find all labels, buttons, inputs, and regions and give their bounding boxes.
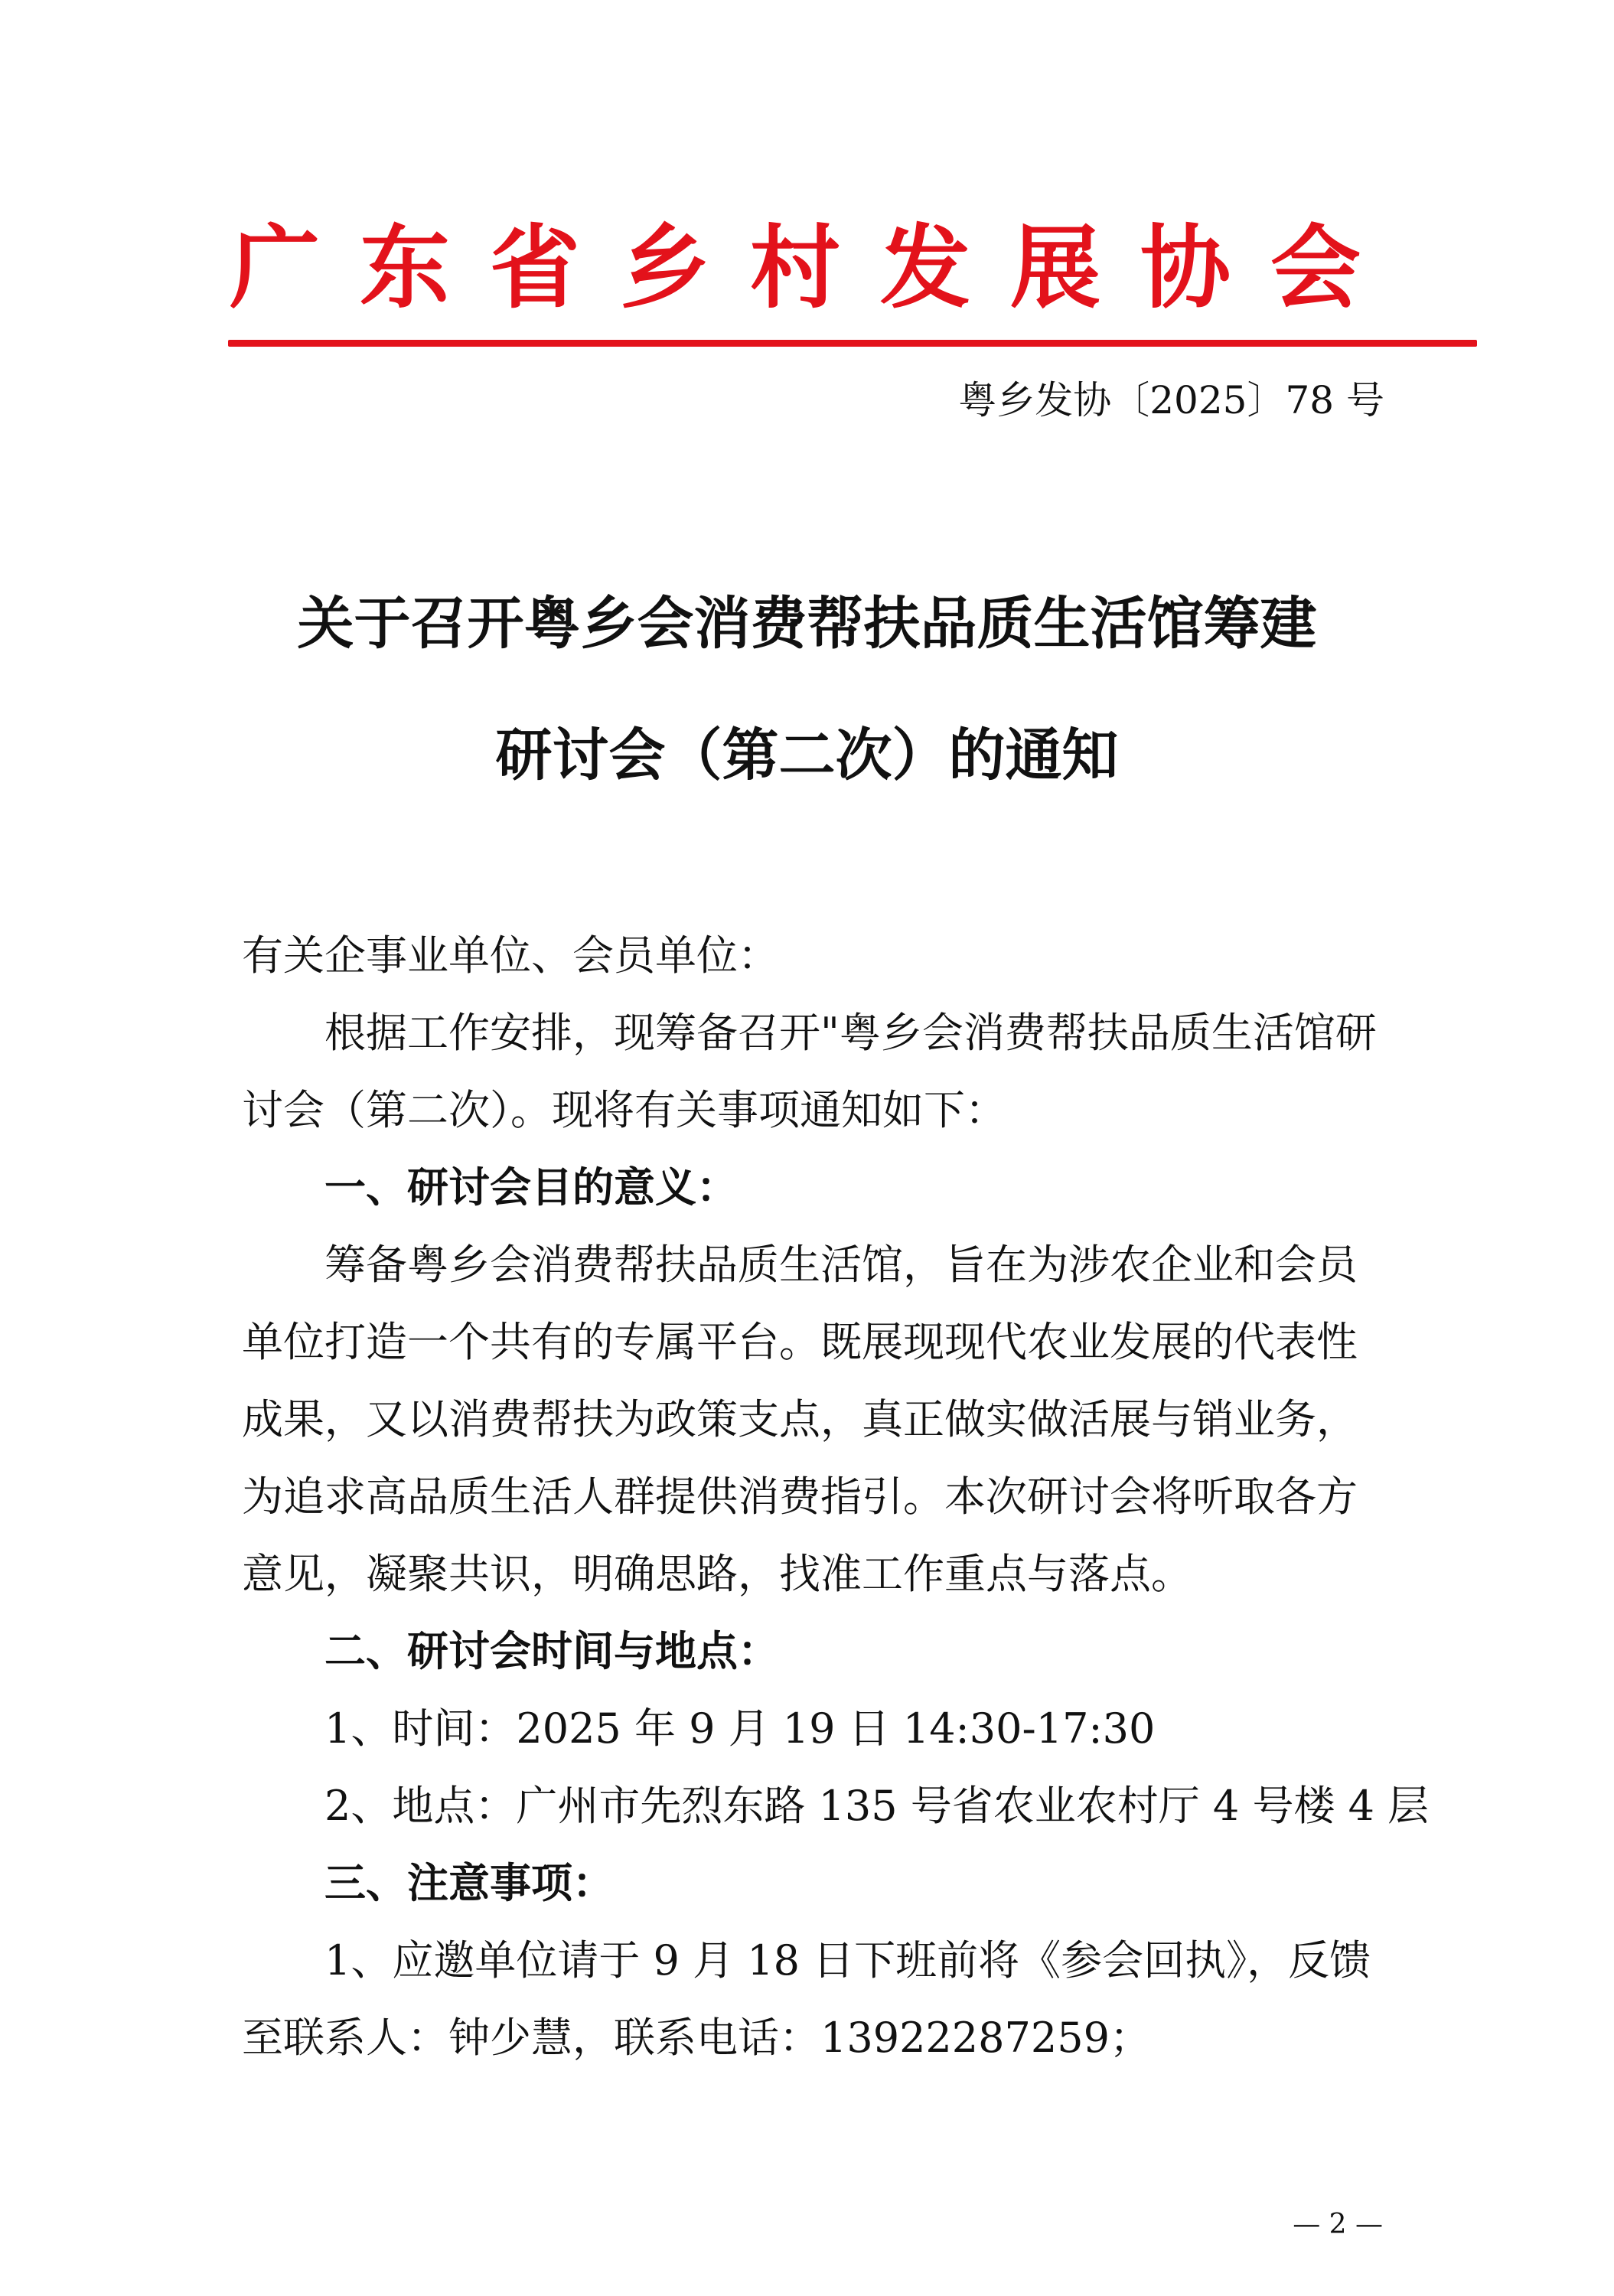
body-line: 根据工作安排，现筹备召开"粤乡会消费帮扶品质生活馆研	[324, 1009, 1377, 1057]
section-heading-1: 一、研讨会目的意义：	[324, 1163, 738, 1212]
organization-letterhead: 广东省乡村发展协会	[230, 214, 1401, 321]
section-heading-3: 三、注意事项：	[324, 1858, 614, 1907]
red-divider-line	[228, 340, 1477, 347]
body-line: 单位打造一个共有的专属平台。既展现现代农业发展的代表性	[242, 1318, 1358, 1366]
body-line: 筹备粤乡会消费帮扶品质生活馆，旨在为涉农企业和会员	[324, 1241, 1358, 1289]
document-number: 粤乡发协〔2025〕78 号	[958, 378, 1384, 422]
body-line: 讨会（第二次）。现将有关事项通知如下：	[242, 1086, 1006, 1134]
body-line: 1、应邀单位请于 9 月 18 日下班前将《参会回执》，反馈	[324, 1936, 1371, 1985]
body-line: 成果，又以消费帮扶为政策支点，真正做实做活展与销业务，	[242, 1395, 1358, 1443]
body-line: 为追求高品质生活人群提供消费指引。本次研讨会将听取各方	[242, 1473, 1358, 1521]
page-number: — 2 —	[1293, 2209, 1383, 2240]
meeting-time: 1、时间：2025 年 9 月 19 日 14:30-17:30	[324, 1704, 1156, 1753]
document-title-line-2: 研讨会（第二次）的通知	[495, 722, 1119, 788]
meeting-location: 2、地点：广州市先烈东路 135 号省农业农村厅 4 号楼 4 层	[324, 1782, 1430, 1830]
salutation: 有关企事业单位、会员单位：	[242, 931, 779, 980]
body-line: 意见，凝聚共识，明确思路，找准工作重点与落点。	[242, 1550, 1192, 1598]
section-heading-2: 二、研讨会时间与地点：	[324, 1626, 779, 1675]
contact-line: 至联系人：钟少慧，联系电话：13922287259；	[242, 2014, 1151, 2062]
document-title-line-1: 关于召开粤乡会消费帮扶品质生活馆筹建	[297, 591, 1317, 657]
